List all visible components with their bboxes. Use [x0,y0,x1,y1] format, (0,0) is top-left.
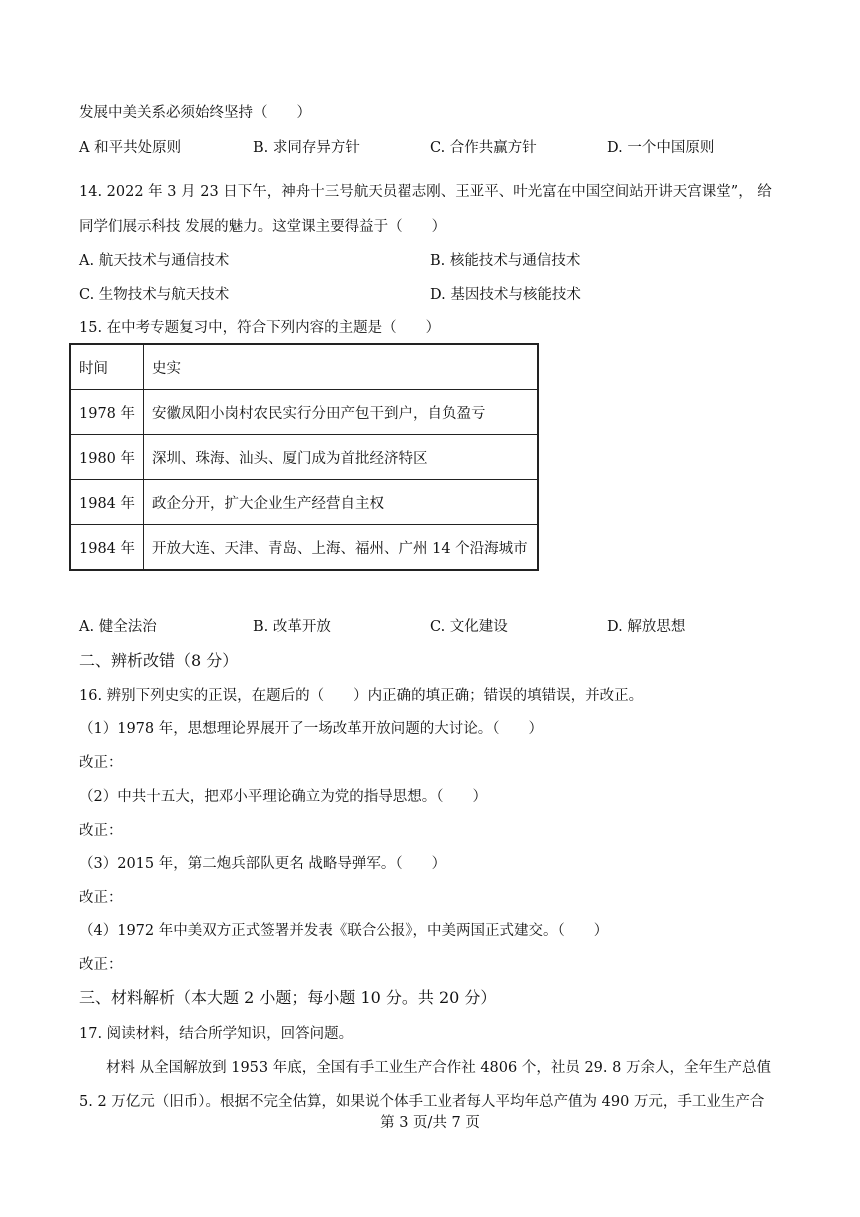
q15-option-c: C. 文化建设 [430,619,508,635]
table-cell-fact: 深圳、珠海、汕头、厦门成为首批经济特区 [144,435,538,480]
q13-option-c: C. 合作共赢方针 [430,140,537,156]
table-cell-year: 1978 年 [70,390,144,435]
table-header-time: 时间 [70,344,144,390]
q17-stem: 17. 阅读材料，结合所学知识，回答问题。 [79,1026,354,1042]
q15-option-d: D. 解放思想 [607,619,686,635]
q13-option-a: A 和平共处原则 [79,140,182,156]
q16-correction-1: 改正： [79,755,123,771]
q14-options-row1 [79,251,779,271]
q16-item-2: （2）中共十五大，把邓小平理论确立为党的指导思想。（ ） [79,789,487,805]
q14-stem-line2: 同学们展示科技 发展的魅力。这堂课主要得益于（ ） [79,219,447,235]
q16-correction-4: 改正： [79,957,123,973]
q13-option-d: D. 一个中国原则 [607,140,715,156]
table-cell-year: 1984 年 [70,480,144,525]
table-header-row [70,344,538,390]
q14-option-a: A. 航天技术与通信技术 [79,253,230,269]
q14-option-c: C. 生物技术与航天技术 [79,287,230,303]
q13-option-b: B. 求同存异方针 [253,140,360,156]
section-title-3: 三、材料解析（本大题 2 小题；每小题 10 分。共 20 分） [79,988,497,1007]
history-table [69,343,539,571]
table-cell-year: 1980 年 [70,435,144,480]
table-row [70,435,538,480]
q14-option-b: B. 核能技术与通信技术 [430,253,581,269]
table-row [70,480,538,525]
table-cell-fact: 安徽凤阳小岗村农民实行分田产包干到户，自负盈亏 [144,390,538,435]
table-cell-fact: 开放大连、天津、青岛、上海、福州、广州 14 个沿海城市 [144,525,538,571]
q17-material-line1: 材料 从全国解放到 1953 年底，全国有手工业生产合作社 4806 个，社员 29. 8 万余人，全年生产总值 [106,1060,771,1076]
q14-stem-line1: 14. 2022 年 3 月 23 日下午，神舟十三号航天员翟志刚、王亚平、叶光富在中国空间站开讲天宫课堂”， 给 [79,184,772,200]
q13-stem: 发展中美关系必须始终坚持（ ） [79,105,311,121]
q14-options-row2 [79,285,779,305]
q16-item-4: （4）1972 年中美双方正式签署并发表《联合公报》，中美两国正式建交。（ ） [79,923,609,939]
q13-options [79,138,779,158]
q16-correction-2: 改正： [79,823,123,839]
q16-item-3: （3）2015 年，第二炮兵部队更名 战略导弹军。（ ） [79,856,447,872]
table-row [70,525,538,571]
q16-correction-3: 改正： [79,890,123,906]
table-row [70,390,538,435]
q15-stem: 15. 在中考专题复习中，符合下列内容的主题是（ ） [79,320,441,336]
table-cell-fact: 政企分开，扩大企业生产经营自主权 [144,480,538,525]
table-cell-year: 1984 年 [70,525,144,571]
section-title-2: 二、辨析改错（8 分） [79,651,239,670]
q17-material-line2: 5. 2 万亿元（旧币）。根据不完全估算，如果说个体手工业者每人平均年总产值为 490 万元，手工业生产合 [79,1094,765,1110]
q14-option-d: D. 基因技术与核能技术 [430,287,581,303]
q15-option-b: B. 改革开放 [253,619,331,635]
page-number: 第 3 页/共 7 页 [380,1115,480,1131]
q15-options [79,617,779,637]
q15-option-a: A. 健全法治 [79,619,157,635]
table-header-facts: 史实 [144,344,538,390]
q16-stem: 16. 辨别下列史实的正误，在题后的（ ）内正确的填正确；错误的填错误，并改正。 [79,688,644,704]
q16-item-1: （1）1978 年，思想理论界展开了一场改革开放问题的大讨论。（ ） [79,721,543,737]
